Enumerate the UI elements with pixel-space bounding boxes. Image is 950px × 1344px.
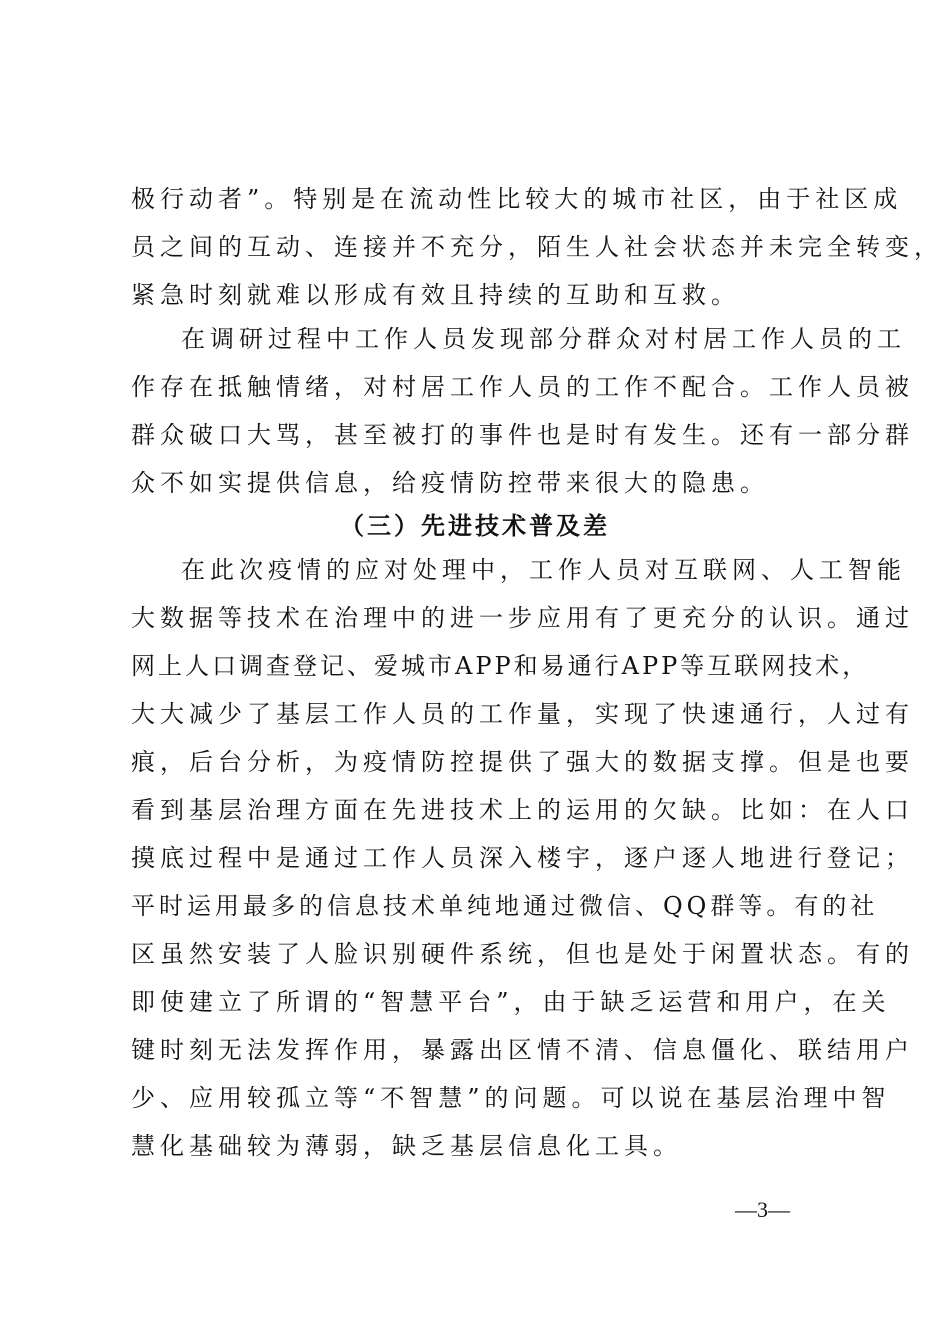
text-line: 摸底过程中是通过工作人员深入楼宇，逐户逐人地进行登记； (131, 844, 914, 872)
text-line: 痕，后台分析，为疫情防控提供了强大的数据支撑。但是也要 (131, 748, 914, 776)
text-line: 慧化基础较为薄弱，缺乏基层信息化工具。 (131, 1132, 682, 1160)
text-line: 网上人口调查登记、爱城市APP和易通行APP等互联网技术， (131, 652, 870, 680)
page-number: —3— (735, 1197, 790, 1222)
text-line: 区虽然安装了人脸识别硬件系统，但也是处于闲置状态。有的 (131, 940, 914, 968)
text-line: 群众破口大骂，甚至被打的事件也是时有发生。还有一部分群 (131, 421, 914, 449)
text-line: 在此次疫情的应对处理中，工作人员对互联网、人工智能 (181, 556, 906, 584)
text-line: 紧急时刻就难以形成有效且持续的互助和互救。 (131, 281, 740, 309)
text-line: 看到基层治理方面在先进技术上的运用的欠缺。比如：在人口 (131, 796, 914, 824)
text-line: 员之间的互动、连接并不充分，陌生人社会状态并未完全转变， (131, 233, 943, 261)
text-line: 少、应用较孤立等“不智慧”的问题。可以说在基层治理中智 (131, 1084, 891, 1112)
text-line: 键时刻无法发挥作用，暴露出区情不清、信息僵化、联结用户 (131, 1036, 914, 1064)
text-line: 极行动者”。特别是在流动性比较大的城市社区，由于社区成 (131, 185, 903, 213)
text-line: 平时运用最多的信息技术单纯地通过微信、QQ群等。有的社 (131, 892, 879, 920)
paragraph-technology (131, 546, 914, 1170)
text-line: 大数据等技术在治理中的进一步应用有了更充分的认识。通过 (131, 604, 914, 632)
text-line: 作存在抵触情绪，对村居工作人员的工作不配合。工作人员被 (131, 373, 914, 401)
text-line: 众不如实提供信息，给疫情防控带来很大的隐患。 (131, 469, 769, 497)
paragraph-survey (131, 315, 914, 507)
text-line: 大大减少了基层工作人员的工作量，实现了快速通行，人过有 (131, 700, 914, 728)
text-line: 在调研过程中工作人员发现部分群众对村居工作人员的工 (181, 325, 906, 353)
section-heading: （三）先进技术普及差 (340, 511, 610, 540)
text-line: 即使建立了所谓的“智慧平台”，由于缺乏运营和用户，在关 (131, 988, 891, 1016)
paragraph-continued (131, 175, 943, 319)
